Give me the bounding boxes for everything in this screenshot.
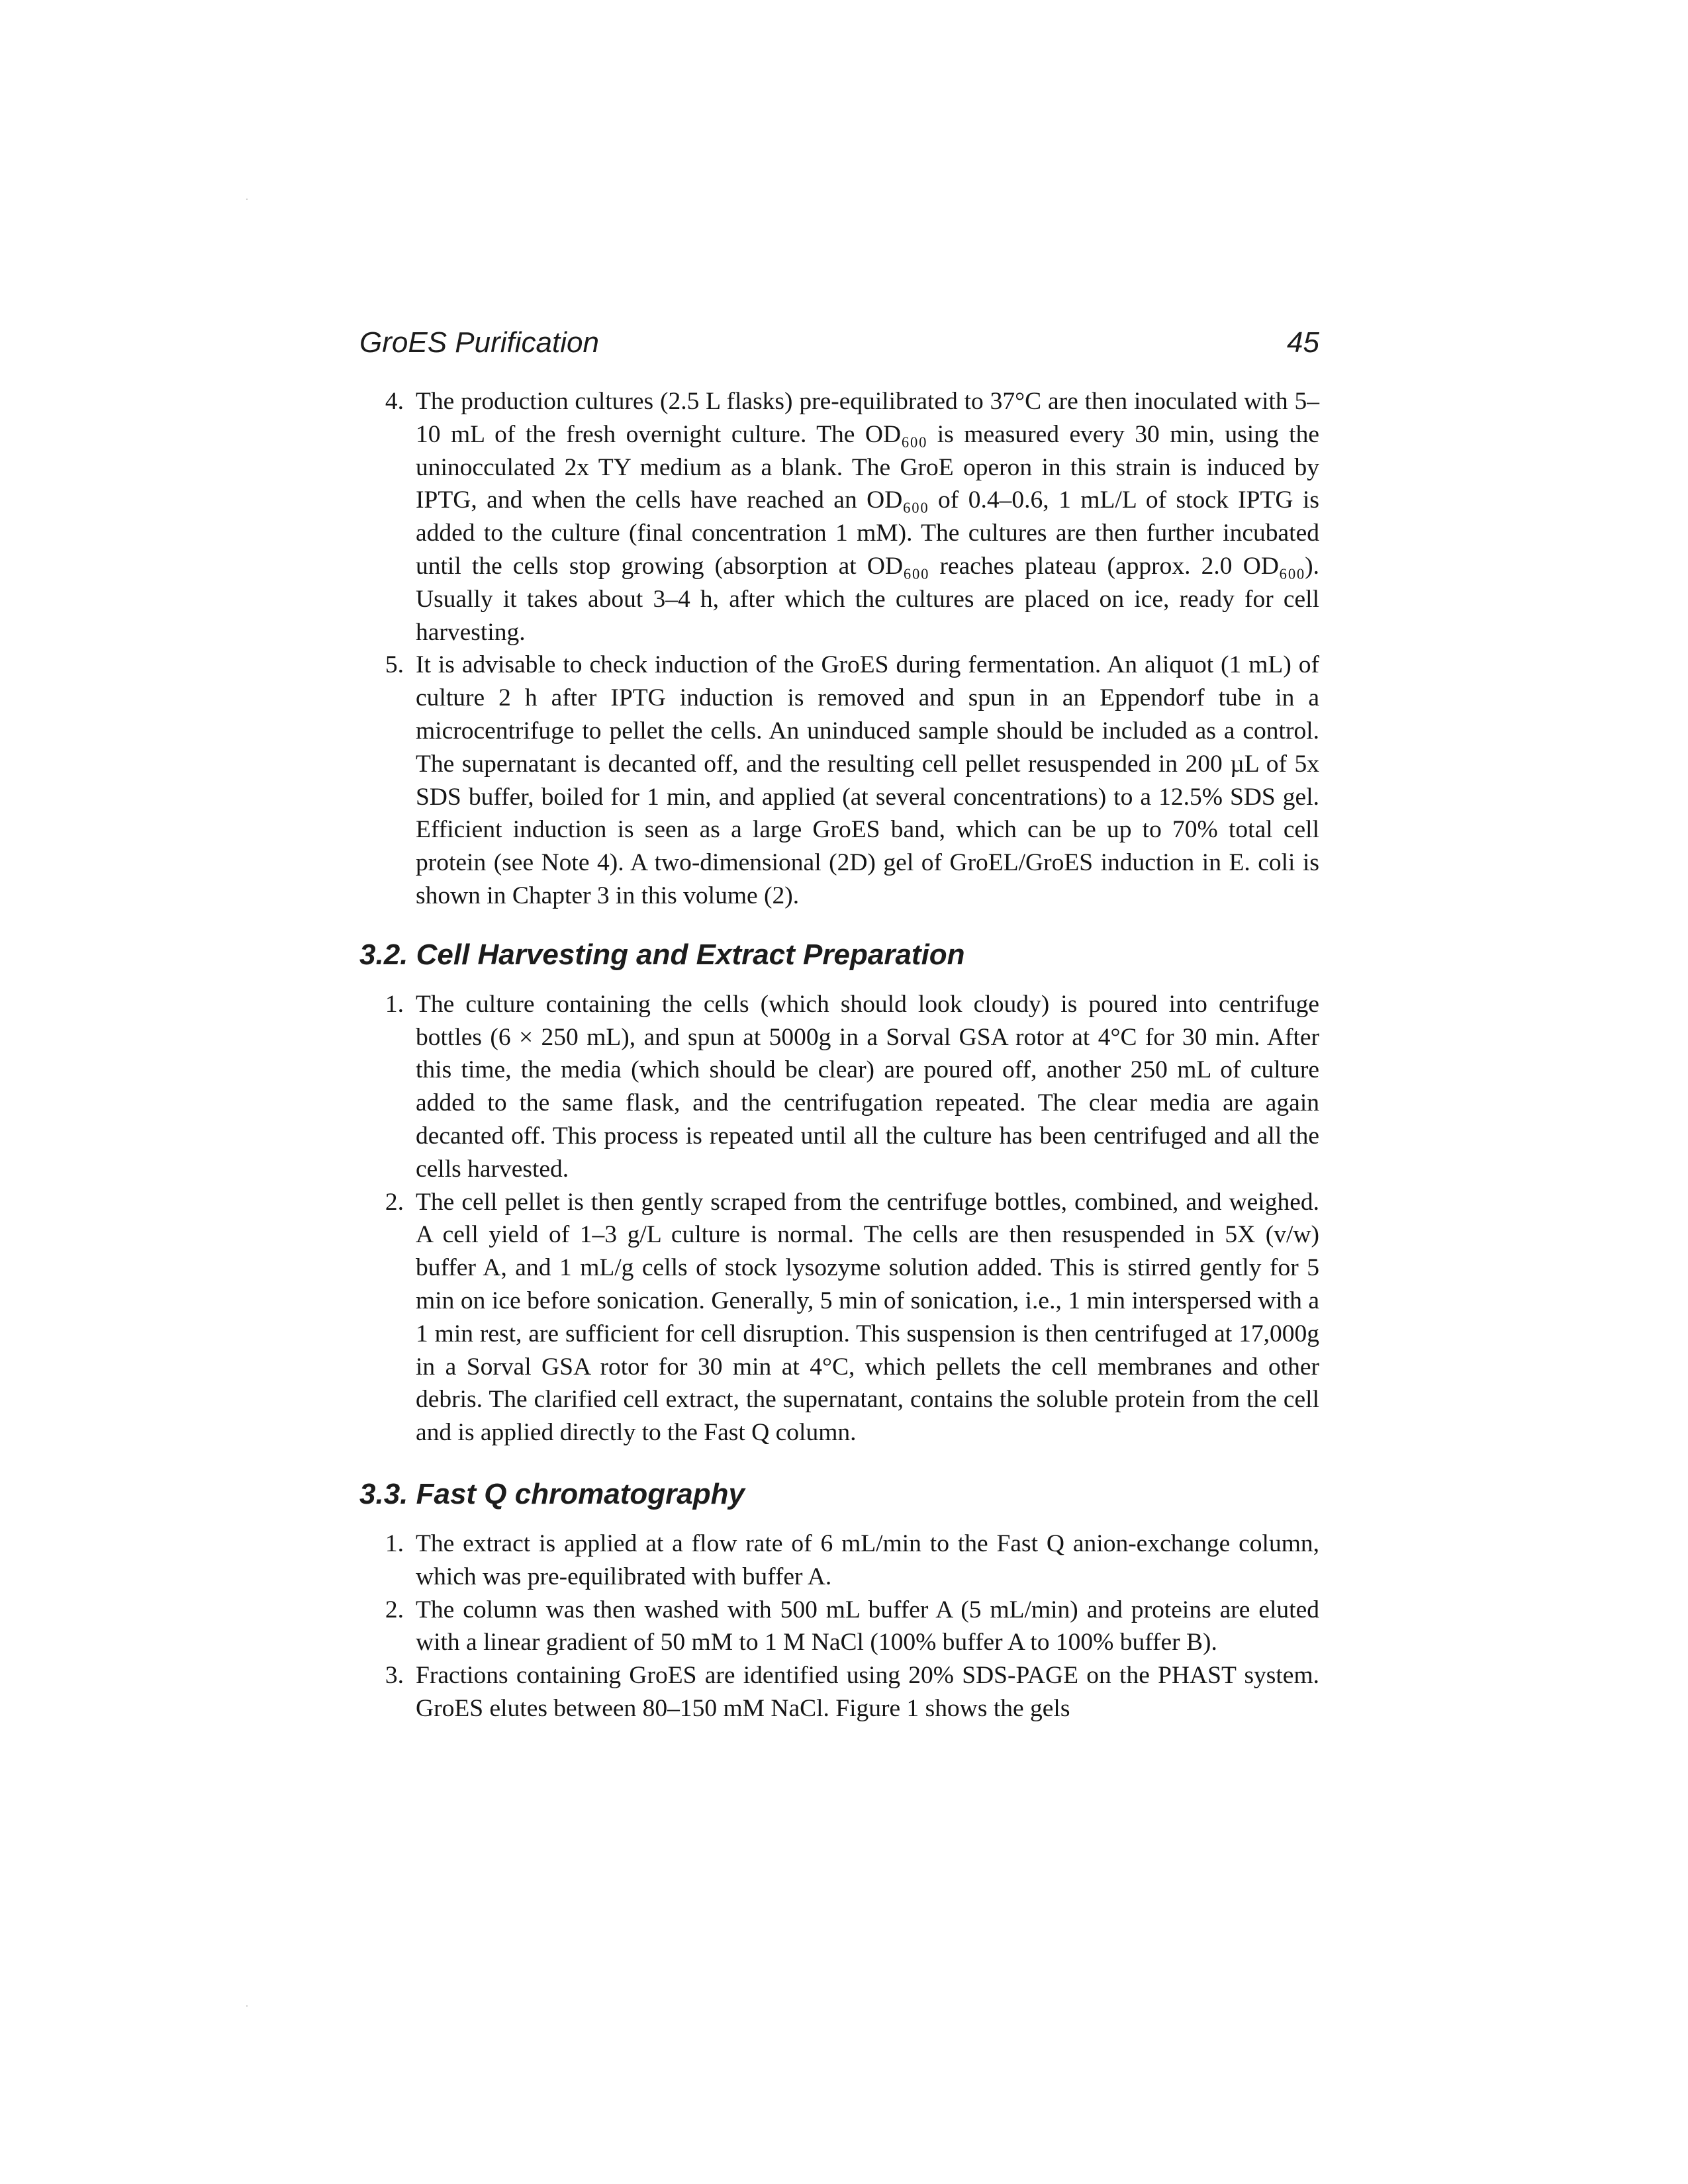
scan-speck: [246, 2005, 248, 2007]
section-heading-3-2: 3.2. Cell Harvesting and Extract Preparation: [359, 938, 965, 971]
list-item: [359, 1527, 1319, 1594]
item-text: Fractions containing GroES are identified using 20% SDS-PAGE on the PHAST system. GroES elutes between 80–150 mM NaCl. Figure 1 shows the gels: [416, 1662, 1319, 1722]
list-item: [359, 385, 1319, 649]
item-number: 2.: [385, 1596, 404, 1623]
item-number: 2.: [385, 1188, 404, 1216]
list-item: [359, 1659, 1319, 1725]
item-text: The production cultures (2.5 L flasks) pre-equilibrated to 37°C are then inoculated with 5–10 mL of the fresh overnight culture. The OD₆₀₀ is measured every 30 min, using the uninocculated 2x TY medium as a blank. The GroE operon in this strain is induced by IPTG, and when the cells have reached an OD₆₀₀ of 0.4–0.6, 1 mL/L of stock IPTG is added to the culture (final concentration 1 mM). The cultures are then further incubated until the cells stop growing (absorption at OD₆₀₀ reaches plateau (approx. 2.0 OD₆₀₀). Usually it takes about 3–4 h, after which the cultures are placed on ice, ready for cell harvesting.: [416, 388, 1319, 646]
page-number: 45: [1287, 326, 1319, 359]
item-text: The cell pellet is then gently scraped from the centrifuge bottles, combined, and weighed. A cell yield of 1–3 g/L culture is normal. The cells are then resuspended in 5X (v/w) buffer A, and 1 mL/g cells of stock lysozyme solution added. This is stirred gently for 5 min on ice before sonication. Generally, 5 min of sonication, i.e., 1 min interspersed with a 1 min rest, are sufficient for cell disruption. This suspension is then centrifuged at 17,000g in a Sorval GSA rotor for 30 min at 4°C, which pellets the cell membranes and other debris. The clarified cell extract, the supernatant, contains the soluble protein from the cell and is applied directly to the Fast Q column.: [416, 1188, 1319, 1447]
item-text: It is advisable to check induction of the GroES during fermentation. An aliquot (1 mL) of culture 2 h after IPTG induction is removed and spun in an Eppendorf tube in a microcentrifuge to pellet the cells. An uninduced sample should be included as a control. The supernatant is decanted off, and the resulting cell pellet resuspended in 200 µL of 5x SDS buffer, boiled for 1 min, and applied (at several concentrations) to a 12.5% SDS gel. Efficient induction is seen as a large GroES band, which can be up to 70% total cell protein (see Note 4). A two-dimensional (2D) gel of GroEL/GroES induction in E. coli is shown in Chapter 3 in this volume (2).: [416, 651, 1319, 909]
item-text: The culture containing the cells (which should look cloudy) is poured into centrifuge bottles (6 × 250 mL), and spun at 5000g in a Sorval GSA rotor at 4°C for 30 min. After this time, the media (which should be clear) are poured off, another 250 mL of culture added to the same flask, and the centrifugation repeated. The clear media are again decanted off. This process is repeated until all the culture has been centrifuged and all the cells harvested.: [416, 990, 1319, 1183]
list-item: [359, 1594, 1319, 1660]
list-item: [359, 649, 1319, 912]
item-number: 3.: [385, 1662, 404, 1690]
list-item: [359, 1186, 1319, 1449]
item-number: 1.: [385, 1529, 404, 1557]
item-text: The extract is applied at a flow rate of 6 mL/min to the Fast Q anion-exchange column, which was pre-equilibrated with buffer A.: [416, 1529, 1319, 1590]
section-heading-3-3: 3.3. Fast Q chromatography: [359, 1477, 745, 1510]
numbered-list-harvesting: [359, 988, 1319, 1449]
item-number: 4.: [385, 388, 404, 415]
page-body: [359, 385, 1319, 1725]
running-header: [359, 323, 1319, 363]
item-number: 5.: [385, 651, 404, 679]
item-number: 1.: [385, 990, 404, 1018]
numbered-list-continued: [359, 385, 1319, 913]
list-item: [359, 988, 1319, 1186]
running-title: GroES Purification: [359, 326, 599, 359]
scan-speck: [246, 199, 248, 200]
item-text: The column was then washed with 500 mL buffer A (5 mL/min) and proteins are eluted with a linear gradient of 50 mM to 1 M NaCl (100% buffer A to 100% buffer B).: [416, 1596, 1319, 1657]
numbered-list-chromatography: [359, 1527, 1319, 1725]
